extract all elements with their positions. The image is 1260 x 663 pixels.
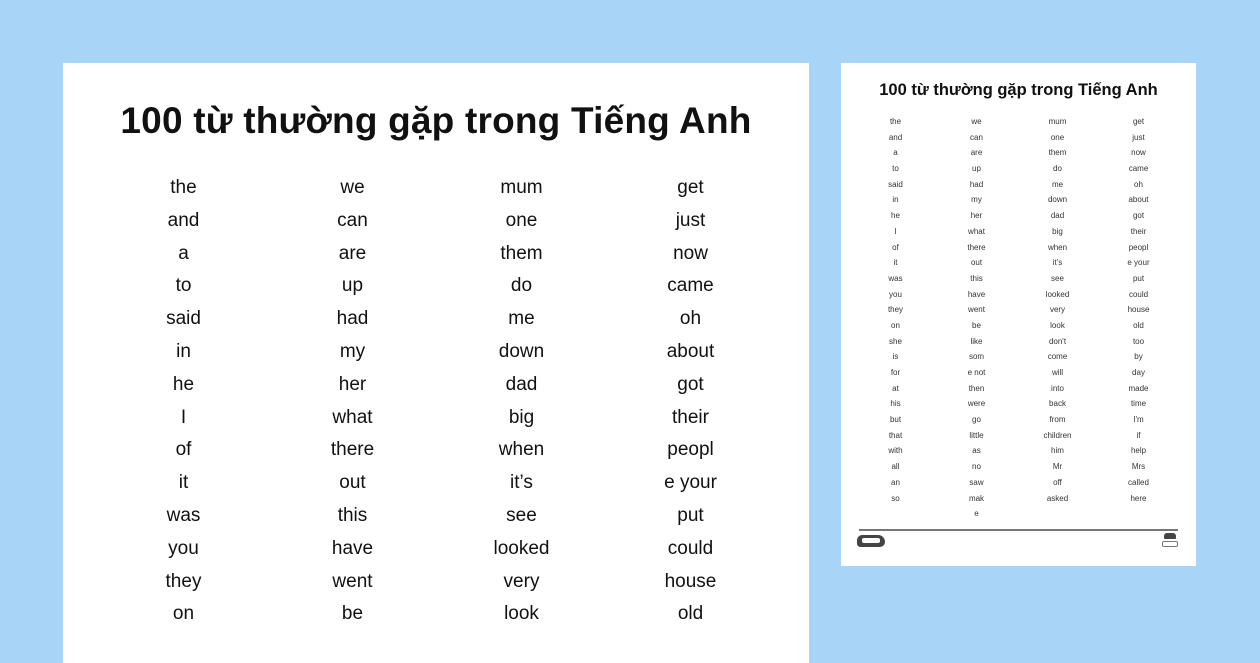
word-item: we — [340, 177, 365, 198]
word-item: this — [970, 273, 983, 283]
word-item: I — [180, 406, 187, 428]
word-column — [1098, 116, 1179, 524]
word-item: got — [677, 373, 704, 395]
word-item: up — [341, 275, 364, 297]
graduation-cap-icon — [1162, 533, 1178, 549]
word-item: what — [332, 406, 373, 428]
word-item: and — [888, 132, 903, 142]
word-item: it’s — [1052, 258, 1063, 268]
word-item: had — [336, 308, 369, 330]
word-item: one — [505, 209, 538, 231]
word-item: my — [971, 195, 982, 205]
word-item: from — [1049, 415, 1066, 425]
word-item: big — [1052, 226, 1063, 236]
word-item: made — [1128, 383, 1149, 393]
word-item: of — [175, 439, 192, 461]
word-column — [1017, 116, 1098, 524]
word-item: as — [972, 446, 981, 456]
word-item: when — [498, 439, 545, 461]
word-item: her — [970, 211, 983, 221]
word-item: old — [677, 603, 704, 625]
word-item: are — [338, 242, 367, 264]
word-item: little — [969, 430, 984, 440]
word-item: his — [890, 399, 901, 409]
thumbnail-title: 100 từ thường gặp trong Tiếng Anh — [879, 81, 1158, 99]
word-item: just — [1132, 132, 1145, 142]
word-item: back — [1049, 399, 1066, 409]
word-item: one — [1050, 132, 1065, 142]
word-item: dad — [1050, 211, 1065, 221]
word-item: a — [178, 242, 189, 264]
word-item: do — [510, 275, 533, 297]
word-item: very — [503, 570, 540, 592]
word-item: out — [970, 258, 983, 268]
thumbnail-word-grid — [855, 116, 1180, 524]
word-column — [437, 176, 606, 635]
twinkl-logo-icon — [857, 535, 885, 547]
word-item: out — [339, 472, 366, 494]
word-item: of — [892, 242, 899, 252]
word-item: they — [887, 305, 904, 315]
word-item: went — [332, 570, 373, 592]
word-item: get — [1132, 117, 1145, 126]
word-item: put — [1132, 273, 1145, 283]
word-item: Mr — [1052, 462, 1063, 472]
word-item: look — [504, 603, 539, 625]
word-item: so — [891, 493, 900, 503]
word-item: I — [894, 226, 897, 236]
word-item: at — [892, 383, 899, 393]
word-item: there — [967, 242, 986, 252]
word-item: can — [970, 132, 983, 142]
word-item: mak — [968, 493, 985, 503]
word-item: see — [506, 504, 537, 526]
word-item: house — [1127, 305, 1150, 315]
word-column — [855, 116, 936, 524]
word-item: by — [1134, 352, 1143, 362]
word-item: if — [1136, 430, 1141, 440]
word-item: will — [1051, 368, 1064, 377]
word-item: about — [666, 340, 715, 362]
word-item: said — [888, 179, 903, 189]
word-item: asked — [1046, 493, 1069, 503]
word-item: like — [970, 336, 983, 346]
word-item: looked — [493, 537, 550, 559]
word-item: a — [893, 148, 898, 158]
word-column — [936, 116, 1017, 524]
word-item: oh — [679, 308, 702, 330]
word-item: that — [888, 430, 903, 440]
word-item: got — [1132, 211, 1145, 221]
word-item: come — [1047, 352, 1068, 362]
word-item: their — [1130, 226, 1147, 236]
word-column — [268, 176, 437, 635]
word-item: look — [1050, 320, 1065, 330]
word-item: down — [1047, 195, 1068, 205]
word-item: is — [892, 352, 899, 362]
word-item: big — [508, 406, 535, 428]
word-item: my — [339, 340, 366, 362]
word-item: e your — [664, 472, 717, 494]
word-item: house — [664, 570, 717, 592]
word-item: don't — [1048, 336, 1067, 346]
word-item: you — [168, 537, 199, 559]
word-item: oh — [1134, 179, 1143, 189]
word-item: go — [972, 415, 981, 425]
word-item: an — [891, 477, 900, 487]
word-item: time — [1130, 399, 1147, 409]
word-item: me — [1051, 179, 1064, 189]
word-item: up — [972, 164, 981, 174]
word-item: them — [1048, 148, 1067, 158]
word-item: be — [341, 603, 364, 625]
word-item: we — [971, 117, 982, 126]
large-worksheet — [63, 63, 809, 663]
word-item: he — [891, 211, 900, 221]
word-item: their — [672, 406, 709, 428]
word-item: Mrs — [1131, 462, 1146, 472]
word-item: could — [1128, 289, 1149, 299]
word-item: no — [972, 462, 981, 472]
word-item: on — [891, 320, 900, 330]
word-item: on — [172, 603, 195, 625]
word-item: see — [1051, 273, 1064, 283]
word-item: mum — [1048, 117, 1067, 126]
word-item: just — [675, 209, 706, 231]
word-item: now — [673, 242, 708, 264]
word-item: were — [967, 399, 986, 409]
word-item: was — [166, 504, 201, 526]
word-item: said — [166, 308, 201, 330]
word-item: peopl — [667, 439, 714, 461]
word-item: then — [968, 383, 985, 393]
word-item: there — [330, 439, 375, 461]
word-item: do — [1053, 164, 1062, 174]
word-item: into — [1051, 383, 1064, 393]
thumbnail-worksheet — [841, 63, 1196, 566]
word-item: it — [178, 472, 189, 494]
word-item: now — [1131, 148, 1146, 158]
word-item: mum — [500, 177, 543, 198]
word-item: she — [889, 336, 902, 346]
word-item: e your — [1127, 258, 1150, 268]
word-item: saw — [969, 477, 984, 487]
word-item: dad — [505, 373, 538, 395]
word-item: e — [974, 509, 979, 519]
word-item: can — [337, 209, 368, 231]
word-item: called — [1128, 477, 1149, 487]
word-item: help — [1130, 446, 1147, 456]
word-item: you — [889, 289, 902, 299]
word-item: the — [170, 177, 197, 198]
word-item: looked — [1045, 289, 1070, 299]
word-item: with — [888, 446, 903, 456]
word-item: day — [1132, 368, 1145, 377]
word-item: som — [968, 352, 985, 362]
word-item: very — [1049, 305, 1066, 315]
word-item: could — [667, 537, 714, 559]
word-item: to — [175, 275, 192, 297]
word-item: it — [893, 258, 898, 268]
word-item: in — [176, 340, 191, 362]
word-item: him — [1051, 446, 1064, 456]
word-item: peopl — [1128, 242, 1149, 252]
word-item: her — [338, 373, 367, 395]
worksheet-title: 100 từ thường gặp trong Tiếng Anh — [120, 100, 752, 141]
word-item: in — [892, 195, 899, 205]
word-item: are — [970, 148, 983, 158]
word-item: was — [888, 273, 903, 283]
word-item: down — [498, 340, 545, 362]
word-item: it’s — [510, 472, 533, 494]
word-item: about — [1128, 195, 1149, 205]
word-item: all — [891, 462, 900, 472]
word-item: here — [1130, 493, 1147, 503]
word-item: put — [677, 504, 704, 526]
word-item: to — [892, 164, 899, 174]
word-item: came — [1128, 164, 1149, 174]
word-item: have — [331, 537, 374, 559]
footer-divider — [859, 529, 1178, 531]
word-item: went — [968, 305, 985, 315]
word-item: and — [167, 209, 200, 231]
word-item: them — [500, 242, 543, 264]
word-item: have — [967, 289, 986, 299]
word-item: too — [1132, 336, 1145, 346]
word-item: this — [337, 504, 368, 526]
word-item: be — [972, 320, 981, 330]
word-item: for — [890, 368, 901, 377]
word-item: when — [1047, 242, 1068, 252]
word-item: e not — [967, 368, 986, 377]
word-item: the — [889, 117, 902, 126]
word-item: they — [165, 570, 202, 592]
word-item: off — [1053, 477, 1062, 487]
word-grid — [63, 176, 809, 635]
word-item: had — [969, 179, 984, 189]
word-item: me — [508, 308, 535, 330]
word-item: he — [172, 373, 195, 395]
word-column — [99, 176, 268, 635]
word-item: old — [1133, 320, 1144, 330]
word-item: what — [968, 226, 985, 236]
word-item: came — [667, 275, 714, 297]
word-column — [606, 176, 775, 635]
word-item: but — [889, 415, 902, 425]
word-item: get — [677, 177, 704, 198]
word-item: children — [1043, 430, 1072, 440]
word-item: I'm — [1133, 415, 1144, 425]
